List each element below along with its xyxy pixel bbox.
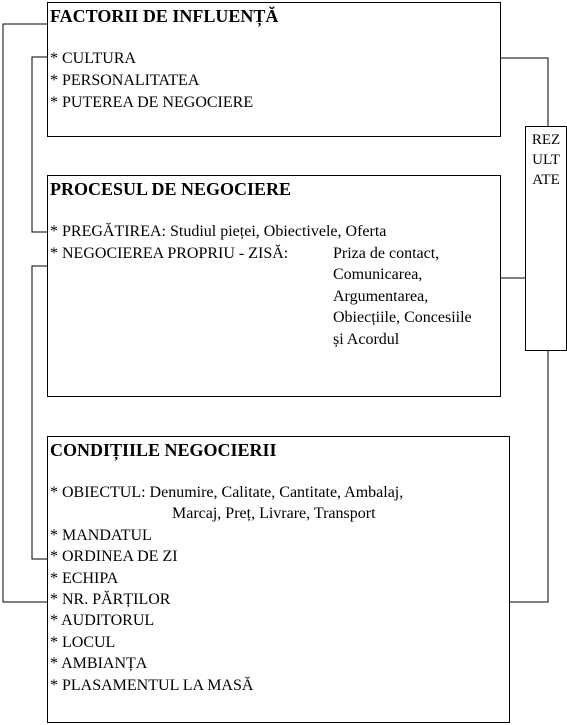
results-label-3: ATE bbox=[532, 172, 560, 188]
factor-item: * CULTURA bbox=[50, 50, 137, 67]
condition-item: * MANDATUL bbox=[50, 527, 152, 544]
condition-item: * AUDITORUL bbox=[50, 612, 155, 629]
process-item-negotiation: * NEGOCIEREA PROPRIU - ZISĂ: bbox=[50, 245, 289, 262]
negotiation-process-title: PROCESUL DE NEGOCIERE bbox=[50, 179, 292, 199]
right-bottom-connector bbox=[510, 350, 548, 602]
inner-left-connector bbox=[32, 57, 48, 232]
outer-left-connector bbox=[3, 24, 48, 602]
negotiation-detail: Comunicarea, bbox=[333, 266, 423, 283]
results-label-1: REZ bbox=[531, 132, 561, 148]
factor-item: * PUTEREA DE NEGOCIERE bbox=[50, 94, 254, 111]
negotiation-detail: Priza de contact, bbox=[333, 245, 440, 262]
process-item-preparation: * PREGĂTIREA: Studiul pieței, Obiectivele, Oferta bbox=[50, 223, 387, 240]
middle-left-connector bbox=[32, 266, 48, 559]
condition-item: * ECHIPA bbox=[50, 570, 119, 587]
results-box bbox=[525, 126, 567, 351]
condition-item: * LOCUL bbox=[50, 634, 116, 651]
negotiation-conditions-title: CONDIȚIILE NEGOCIERII bbox=[50, 440, 277, 460]
negotiation-detail: și Acordul bbox=[333, 331, 400, 348]
factor-item: * PERSONALITATEA bbox=[50, 72, 200, 89]
condition-item: * NR. PĂRȚILOR bbox=[50, 591, 171, 608]
negotiation-detail: Argumentarea, bbox=[333, 288, 429, 305]
results-label-2: ULT bbox=[532, 152, 560, 168]
condition-item: * ORDINEA DE ZI bbox=[50, 548, 178, 565]
negotiation-detail: Obiecțiile, Concesiile bbox=[333, 309, 472, 326]
influence-factors-title: FACTORII DE INFLUENȚĂ bbox=[50, 6, 279, 26]
right-top-connector bbox=[500, 58, 548, 126]
condition-item-object: * OBIECTUL: Denumire, Calitate, Cantitate, Ambalaj, bbox=[50, 484, 404, 501]
condition-item-object-cont: Marcaj, Preț, Livrare, Transport bbox=[172, 505, 376, 522]
negotiation-process-box bbox=[47, 175, 501, 397]
condition-item: * PLASAMENTUL LA MASĂ bbox=[50, 677, 254, 694]
condition-item: * AMBIANȚA bbox=[50, 655, 148, 672]
